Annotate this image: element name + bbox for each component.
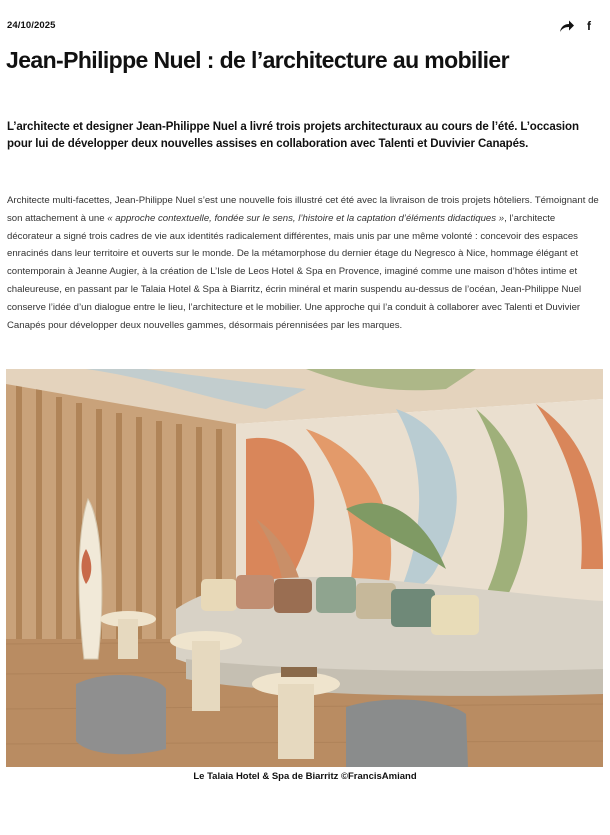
facebook-icon[interactable]: f	[587, 19, 591, 33]
article-header-bar	[7, 18, 603, 38]
article-title: Jean-Philippe Nuel : de l’architecture au mobilier	[6, 47, 509, 73]
body-text-part-1: Architecte multi-facettes, Jean-Philippe Nuel s’est une nouvelle fois illustré cet été avec la livraison de trois projets hôteliers. Témoignant de son attachement à une	[7, 195, 599, 224]
publication-date: 24/10/2025	[7, 20, 56, 31]
article-lead: L’architecte et designer Jean-Philippe Nuel a livré trois projets architecturaux au cours de l’été. L’occasion pour lui de développer deux nouvelles assises en collaboration avec Talenti et Duvivier Canapés.	[7, 121, 579, 150]
image-caption: Le Talaia Hotel & Spa de Biarritz ©FrancisAmiand	[193, 771, 417, 782]
body-quote: « approche contextuelle, fondée sur le sens, l’histoire et la captation d’éléments didactiques »	[107, 212, 505, 224]
body-text-part-2: , l’architecte décorateur a signé trois cadres de vie aux identités radicalement différentes, mais unis par une même volonté : concevoir des espaces enracinés dans leur territoire et ouverts sur le monde. De la métamorphose du dernier étage du Negresco à Nice, hommage élégant et contemporain à Jeanne Augier, à la création de L’Isle de Leos Hotel & Spa en Provence, imaginé comme une maison d’hôtes intime et chaleureuse, en passant par le Talaia Hotel & Spa à Biarritz, écrin minéral et marin suspendu au-dessus de l’océan, Jean-Philippe Nuel conserve l’idée d’un dialogue entre le lieu, l’architecture et le mobilier. Une approche qui l’a conduit à collaborer avec Talenti et Duvivier Canapés pour développer deux nouvelles gammes, désormais pérennisées par les marques.	[7, 212, 582, 331]
article-photo	[6, 369, 603, 767]
article-body	[7, 192, 603, 334]
share-arrow-icon[interactable]	[559, 18, 575, 34]
